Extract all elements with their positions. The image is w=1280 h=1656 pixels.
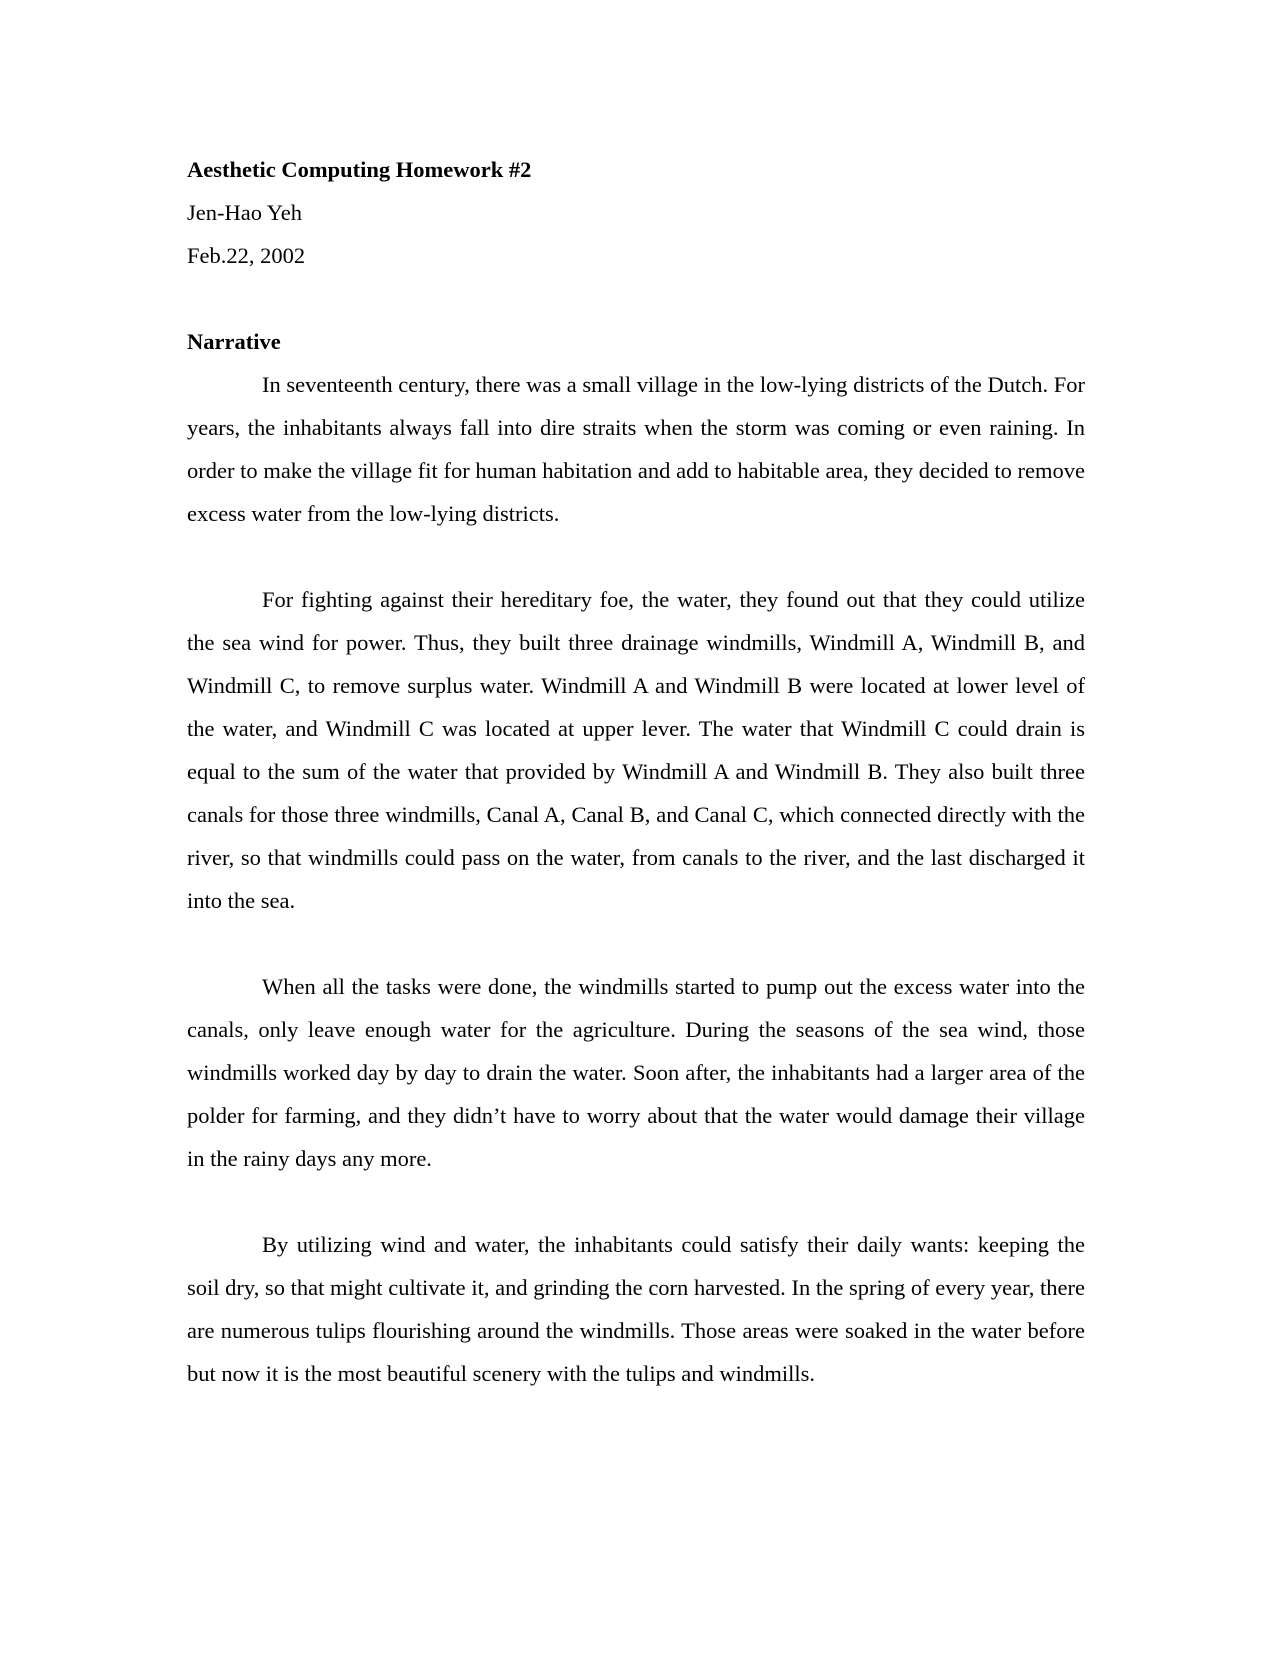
paragraph-1: In seventeenth century, there was a small village in the low-lying districts of the Dutch. For years, the inhabitants always fall into dire straits when the storm was coming or even raining. In order to make the village fit for human habitation and add to habitable area, they decided to remove excess water from the low-lying districts.: [187, 372, 1085, 526]
paragraph-3: When all the tasks were done, the windmills started to pump out the excess water into the canals, only leave enough water for the agriculture. During the seasons of the sea wind, those windmills worked day by day to drain the water. Soon after, the inhabitants had a larger area of the polder for farming, and they didn’t have to worry about that the water would damage their village in the rainy days any more.: [187, 974, 1085, 1171]
document-title: Aesthetic Computing Homework #2: [187, 157, 532, 182]
paragraph-2: For fighting against their hereditary foe, the water, they found out that they could utilize the sea wind for power. Thus, they built three drainage windmills, Windmill A, Windmill B, and Windmill C, to remove surplus water. Windmill A and Windmill B were located at lower level of the water, and Windmill C was located at upper lever. The water that Windmill C could drain is equal to the sum of the water that provided by Windmill A and Windmill B. They also built three canals for those three windmills, Canal A, Canal B, and Canal C, which connected directly with the river, so that windmills could pass on the water, from canals to the river, and the last discharged it into the sea.: [187, 587, 1085, 913]
document-date: Feb.22, 2002: [187, 243, 306, 268]
author-name: Jen-Hao Yeh: [187, 200, 302, 225]
paragraph-4: By utilizing wind and water, the inhabitants could satisfy their daily wants: keeping the soil dry, so that might cultivate it, and grinding the corn harvested. In the spring of every year, there are numerous tulips flourishing around the windmills. Those areas were soaked in the water before but now it is the most beautiful scenery with the tulips and windmills.: [187, 1232, 1085, 1386]
section-heading: Narrative: [187, 329, 281, 354]
document-body: [187, 148, 1085, 1395]
